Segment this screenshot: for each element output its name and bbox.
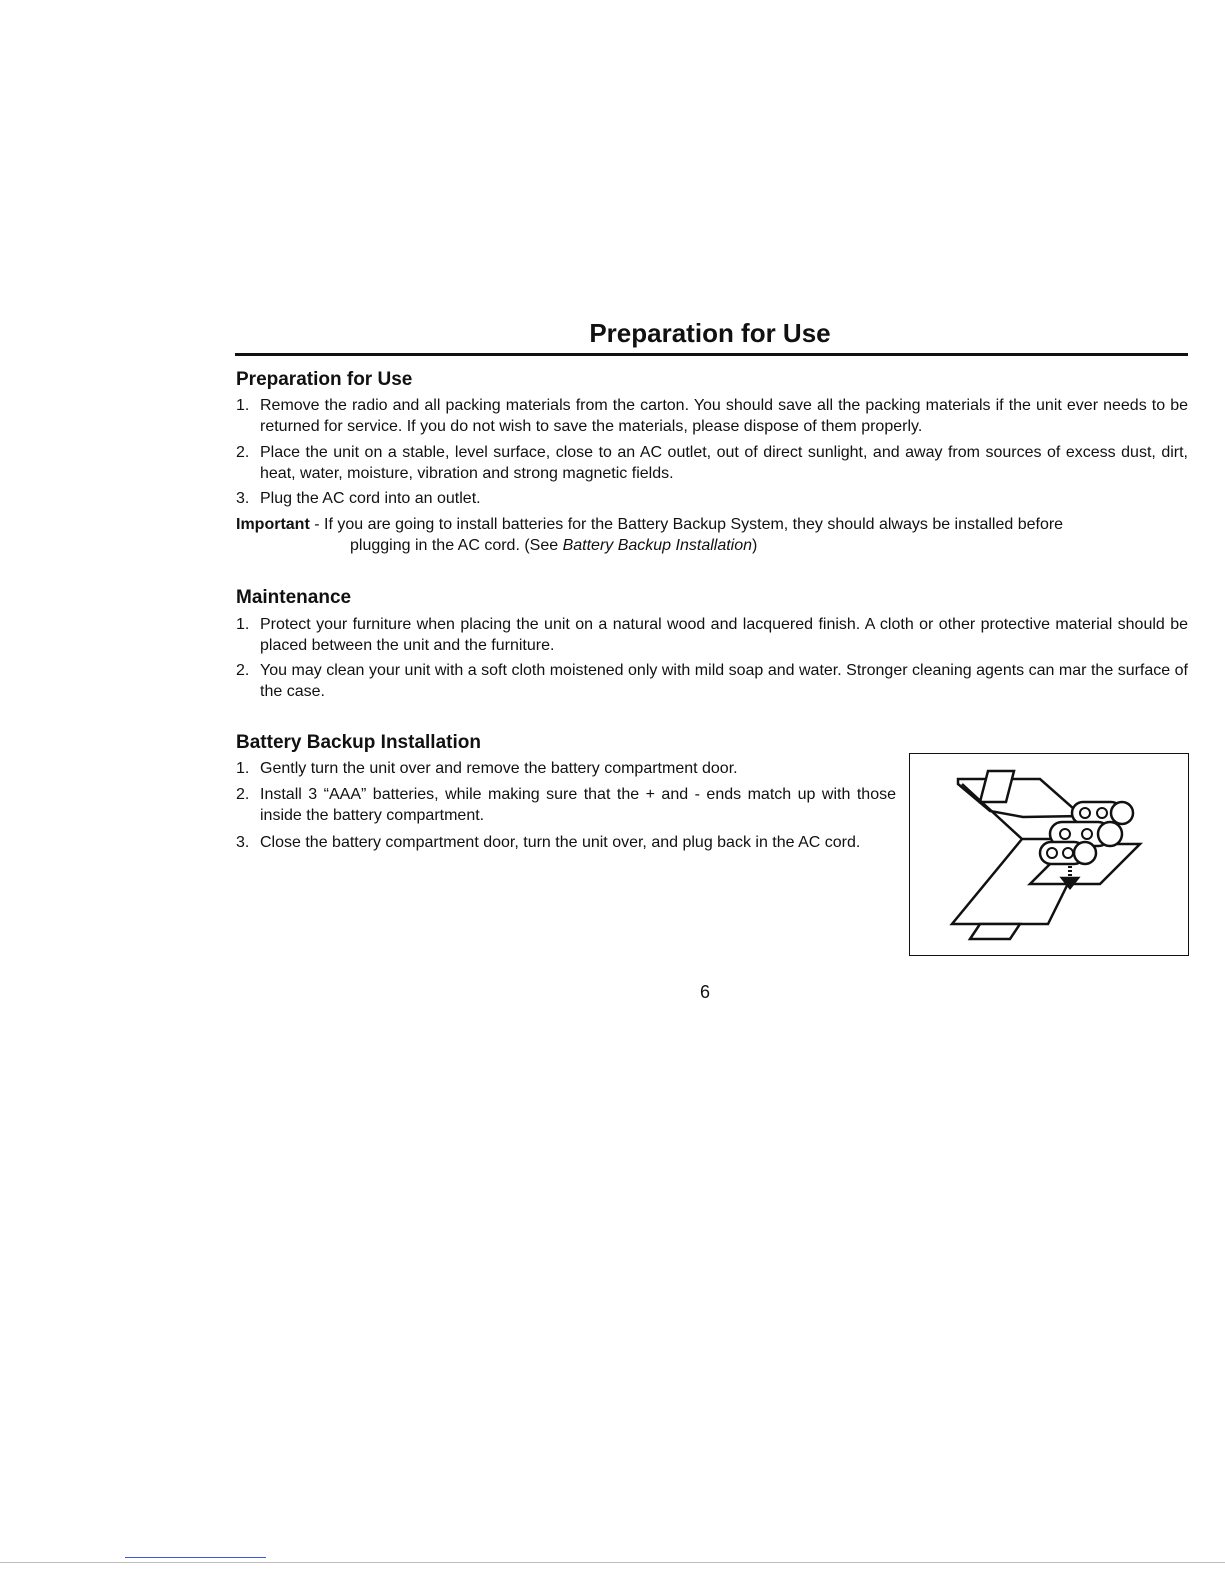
title-rule [235,353,1188,356]
list-item [236,784,896,826]
footer-link-underline [125,1557,266,1558]
section-heading-maintenance: Maintenance [236,587,352,608]
section-heading-battery: Battery Backup Installation [236,732,481,753]
item-text: Place the unit on a stable, level surface, close to an AC outlet, out of direct sunlight, and away from sources of excess dust, dirt, heat, water, moisture, vibration and strong magnetic fields. [260,444,1188,482]
list-item [236,395,1188,437]
item-text: You may clean your unit with a soft cloth moistened only with mild soap and water. Stronger cleaning agents can mar the surface of the case. [260,662,1188,700]
list-item [236,614,1188,656]
list-item [236,660,1188,702]
page-title: Preparation for Use [589,318,831,348]
battery-installation-illustration [909,753,1189,956]
important-cont: plugging in the AC cord. (See [350,537,563,554]
list-item [236,758,896,779]
item-text: Protect your furniture when placing the unit on a natural wood and lacquered finish. A cloth or other protective material should be placed between the unit and the furniture. [260,616,1188,654]
list-item [236,832,896,853]
important-note [236,514,1188,556]
item-number: 2. [236,662,250,679]
item-number: 1. [236,616,250,633]
item-number: 2. [236,786,250,803]
item-text: Gently turn the unit over and remove the battery compartment door. [260,760,738,777]
item-number: 2. [236,444,250,461]
important-end: ) [752,537,758,554]
list-item [236,442,1188,484]
item-text: Remove the radio and all packing materials from the carton. You should save all the packing materials if the unit ever needs to be returned for service. If you do not wish to save the materials, please dispose of them properly. [260,397,1188,435]
item-text: Close the battery compartment door, turn the unit over, and plug back in the AC cord. [260,834,861,851]
important-label: Important [236,516,310,533]
footer-divider [0,1562,1225,1563]
item-number: 1. [236,760,250,777]
item-text: Plug the AC cord into an outlet. [260,490,481,507]
item-number: 3. [236,834,250,851]
page-number: 6 [700,982,711,1002]
item-number: 3. [236,490,250,507]
item-number: 1. [236,397,250,414]
important-text: - If you are going to install batteries for the Battery Backup System, they should always be installed before [309,516,1064,533]
important-ref: Battery Backup Installation [562,537,753,554]
item-text: Install 3 “AAA” batteries, while making sure that the + and - ends match up with those inside the battery compartment. [260,786,896,824]
list-item [236,488,1188,509]
section-heading-preparation: Preparation for Use [236,369,413,390]
